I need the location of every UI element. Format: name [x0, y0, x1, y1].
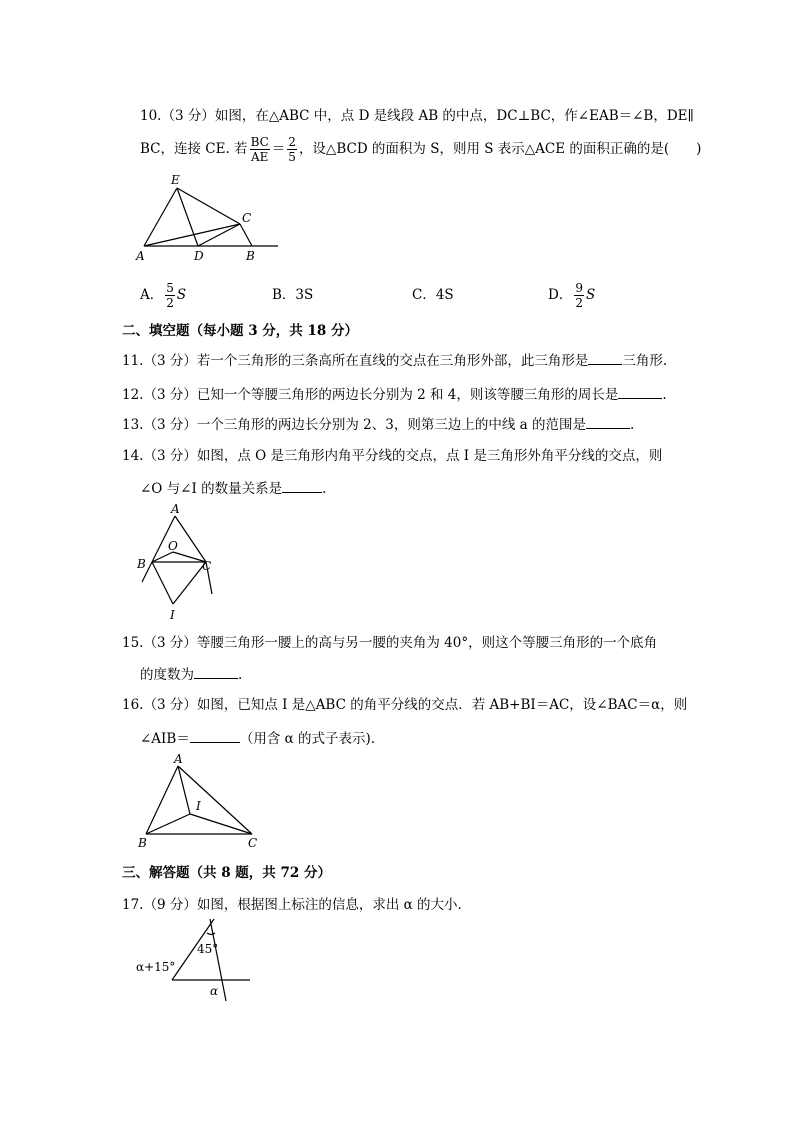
q10-line2: [140, 134, 701, 164]
q10-line1: 10.（3 分）如图，在△ABC 中，点 D 是线段 AB 的中点，DC⊥BC，作∠EAB＝∠B，DE∥: [140, 108, 694, 124]
q15-line2: 的度数为 .: [140, 664, 242, 685]
q10-ratio-fraction: $\frac{BC}{AE}$: [250, 135, 269, 164]
q14-figure: [130, 500, 226, 624]
q17-line1: 17.（9 分）如图，根据图上标注的信息，求出 α 的大小.: [122, 897, 462, 913]
q14-line2: ∠O 与∠I 的数量关系是 .: [140, 478, 326, 499]
q10-line2-start: BC，连接 CE. 若: [140, 141, 248, 157]
section-2-heading: 二、填空题（每小题 3 分，共 18 分）: [122, 323, 358, 339]
q17-alpha-label: α: [210, 984, 219, 998]
q11: 11.（3 分）若一个三角形的三条高所在直线的交点在三角形外部，此三角形是 三角形.: [122, 350, 667, 371]
q15-line1: 15.（3 分）等腰三角形一腰上的高与另一腰的夹角为 40°，则这个等腰三角形的一个底角: [122, 635, 658, 651]
q10-option-d: D． $\frac{9}{2}$ S: [548, 281, 596, 310]
q16-label-I: I: [196, 799, 201, 813]
q10-label-C: C: [242, 211, 252, 225]
q16-label-C: C: [248, 836, 258, 850]
q12: 12.（3 分）已知一个等腰三角形的两边长分别为 2 和 4，则该等腰三角形的周长是 .: [122, 384, 667, 405]
q14-line1: 14.（3 分）如图，点 O 是三角形内角平分线的交点，点 I 是三角形外角平分线的交点，则: [122, 448, 663, 464]
q10-label-A: A: [136, 249, 145, 263]
q14-label-B: B: [137, 557, 146, 571]
q14-label-I: I: [170, 608, 175, 622]
q14-label-O: O: [168, 539, 178, 553]
q13: 13.（3 分）一个三角形的两边长分别为 2、3，则第三边上的中线 a 的范围是 .: [122, 414, 634, 435]
q17-angle-45-label: 45°: [197, 942, 219, 956]
q10-option-a: A． $\frac{5}{2}$ S: [140, 281, 187, 310]
q16-label-A: A: [174, 752, 183, 766]
q10-label-E: E: [171, 173, 180, 187]
q16-line1: 16.（3 分）如图，已知点 I 是△ABC 的角平分线的交点．若 AB+BI＝AC，设∠BAC＝α，则: [122, 697, 688, 713]
q10-value-fraction: $\frac{2}{5}$: [288, 135, 296, 164]
q10-option-b: B．3S: [272, 287, 314, 303]
q17-figure: [130, 915, 260, 1007]
q10-label-D: D: [194, 249, 204, 263]
q10-figure: [130, 172, 290, 264]
q14-label-A: A: [171, 502, 180, 516]
q17-alpha-plus-15-label: α+15°: [136, 960, 176, 974]
q10-line2-end: ，设△BCD 的面积为 S，则用 S 表示△ACE 的面积正确的是( ): [298, 141, 702, 157]
q10-option-c: C．4S: [412, 287, 454, 303]
q14-label-C: C: [202, 559, 212, 573]
q10-label-B: B: [246, 249, 255, 263]
q16-label-B: B: [138, 836, 147, 850]
section-3-heading: 三、解答题（共 8 题，共 72 分）: [122, 865, 331, 881]
q16-figure: [130, 752, 270, 852]
q16-line2: ∠AIB＝ （用含 α 的式子表示).: [140, 728, 375, 749]
q10-equals: ＝: [271, 141, 286, 157]
